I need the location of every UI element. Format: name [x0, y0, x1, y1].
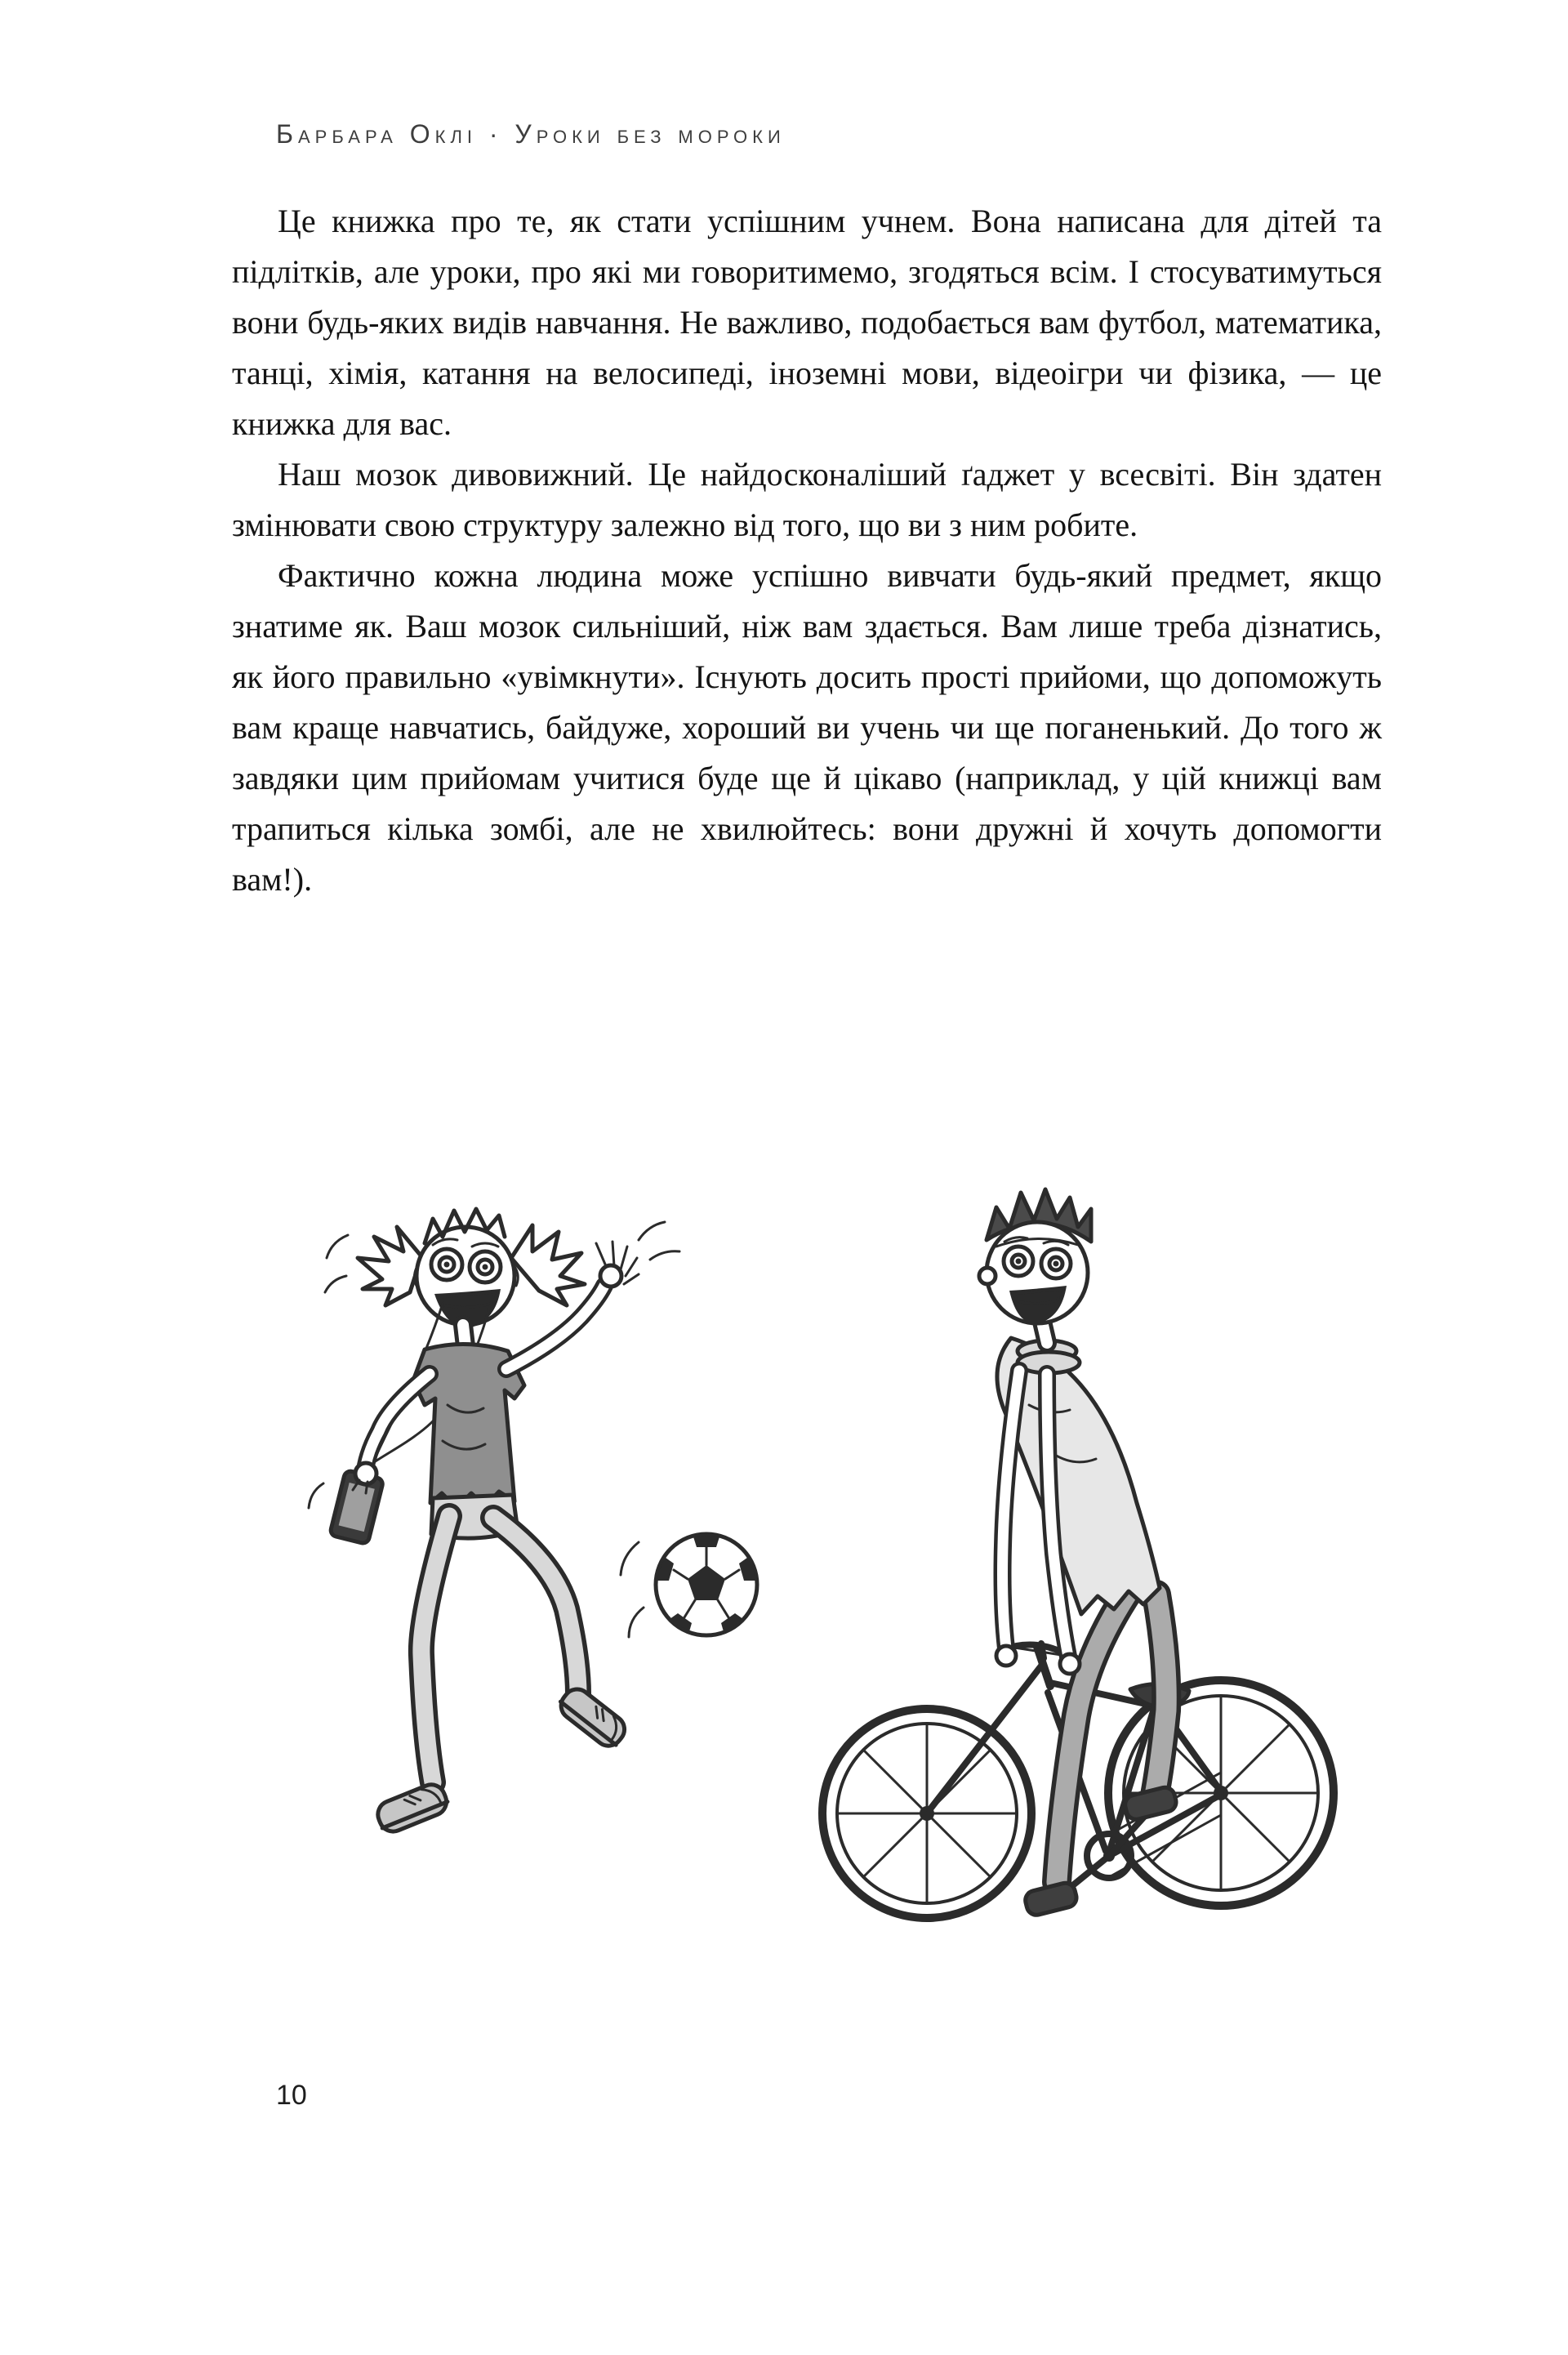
zombie-girl	[309, 1209, 679, 1835]
running-header: Барбара Оклі · Уроки без мороки	[276, 119, 786, 149]
paragraph-1: Це книжка про те, як стати успішним учнем. Вона написана для дітей та підлітків, але уроки, про які ми говоритимемо, згодяться всім. І стосуватимуться вони будь-яких видів навчання. Не важливо, подобається вам футбол, математика, танці, хімія, катання на велосипеді, іноземні мови, відеоігри чи фізика, — це книжка для вас.	[232, 203, 1382, 442]
body-text	[232, 196, 1382, 905]
sneaker-right	[555, 1684, 630, 1751]
page-number: 10	[276, 2080, 307, 2111]
shoe-left	[1023, 1881, 1078, 1917]
zombie-boy	[979, 1189, 1178, 1917]
zombie-kids-drawing	[229, 1160, 1339, 1969]
paragraph-2: Наш мозок дивовижний. Це найдосконаліший ґаджет у всесвіті. Він здатен змінювати свою структуру залежно від того, що ви з ним робите.	[232, 456, 1382, 543]
sneaker-left	[374, 1781, 451, 1835]
front-wheel	[822, 1709, 1031, 1918]
illustration-zombie-kids	[229, 1160, 1339, 1969]
paragraph-3: Фактично кожна людина може успішно вивчати будь-який предмет, якщо знатиме як. Ваш мозок сильніший, ніж вам здається. Вам лише треба дізнатись, як його правильно «увімкнути». Існують досить прості прийоми, що допоможуть вам краще навчатись, байдуже, хороший ви учень чи ще поганенький. До того ж завдяки цим прийомам учитися буде ще й цікаво (наприклад, у цій книжці вам трапиться кілька зомбі, але не хвилюйтесь: вони дружні й хочуть допомогти вам!).	[232, 557, 1382, 898]
soccer-ball	[621, 1518, 767, 1640]
